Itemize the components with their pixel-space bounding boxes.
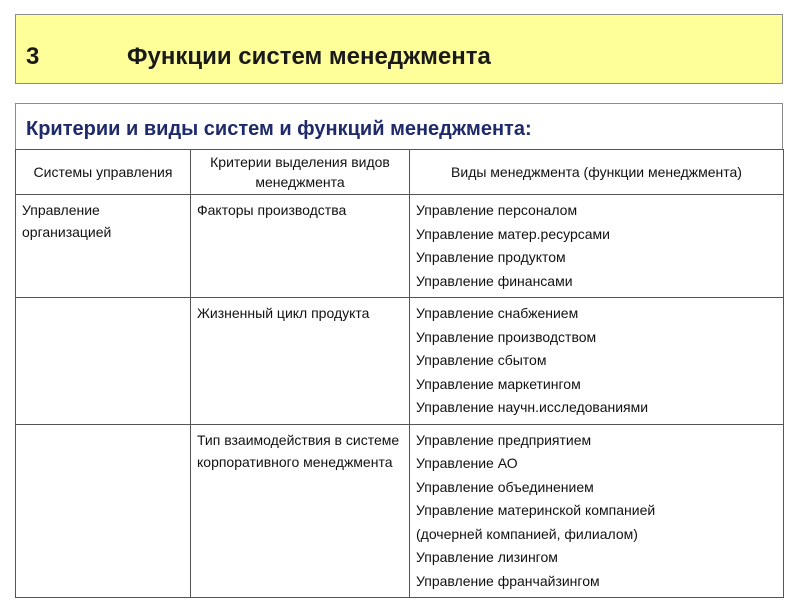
- subtitle-banner: [15, 103, 783, 150]
- kind-item: Управление лизингом: [416, 549, 558, 565]
- table-row: [16, 298, 784, 425]
- kind-item: Управление АО: [416, 455, 518, 471]
- header-systems: Системы управления: [16, 150, 191, 195]
- kinds-cell: [410, 424, 784, 598]
- kind-item: (дочерней компанией, филиалом): [416, 525, 638, 542]
- kind-item: Управление продуктом: [416, 249, 566, 265]
- kind-item: Управление материнской компанией: [416, 502, 656, 518]
- system-cell-empty: [16, 424, 191, 598]
- header-criteria: Критерии выделения видов менеджмента: [191, 150, 410, 195]
- kind-item: Управление предприятием: [416, 431, 592, 448]
- table-row: [16, 195, 784, 298]
- kind-item: Управление объединением: [416, 478, 594, 495]
- kind-item: Управление персоналом: [416, 202, 578, 218]
- system-cell-empty: [16, 298, 191, 425]
- kinds-cell: [410, 298, 784, 425]
- criterion-cell: Тип взаимодействия в системе корпоративного менеджмента: [191, 424, 410, 598]
- kind-item: Управление производством: [416, 328, 597, 345]
- system-cell: Управление организацией: [16, 195, 191, 298]
- kinds-cell: [410, 195, 784, 298]
- table-header-row: [16, 150, 784, 195]
- kind-item: Управление маркетингом: [416, 375, 581, 392]
- kind-item: Управление снабжением: [416, 305, 579, 321]
- kind-item: Управление финансами: [416, 272, 573, 289]
- criterion-cell: Факторы производства: [191, 195, 410, 298]
- header-kinds: Виды менеджмента (функции менеджмента): [410, 150, 784, 195]
- table-row: [16, 424, 784, 598]
- criteria-table: [15, 149, 784, 598]
- slide-number: 3: [26, 43, 40, 70]
- subtitle: Критерии и виды систем и функций менеджмента:: [26, 118, 532, 140]
- page-title: Функции систем менеджмента: [127, 43, 491, 70]
- kind-item: Управление сбытом: [416, 352, 547, 368]
- kind-item: Управление матер.ресурсами: [416, 225, 610, 242]
- kind-item: Управление франчайзингом: [416, 572, 600, 589]
- title-banner: [15, 14, 783, 84]
- kind-item: Управление научн.исследованиями: [416, 399, 649, 415]
- criterion-cell: Жизненный цикл продукта: [191, 298, 410, 425]
